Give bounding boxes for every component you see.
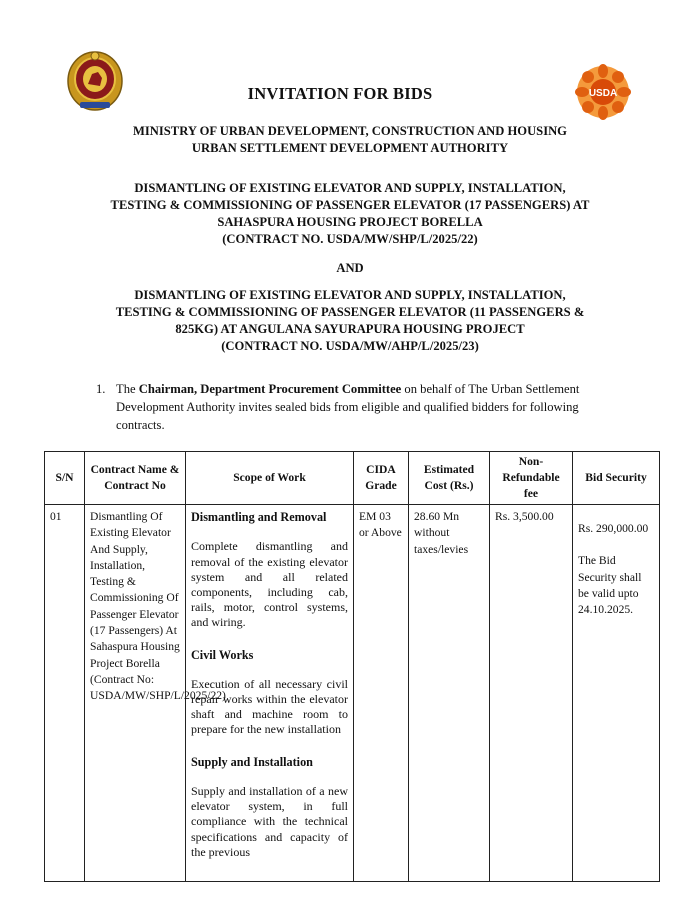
ministry-name: MINISTRY OF URBAN DEVELOPMENT, CONSTRUCTION AND HOUSING bbox=[133, 124, 567, 138]
cell-scope bbox=[186, 505, 354, 882]
cell-cost: 28.60 Mn without taxes/levies bbox=[409, 505, 490, 882]
header-contract: Contract Name & Contract No bbox=[85, 452, 186, 505]
security-amount: Rs. 290,000.00 bbox=[578, 522, 649, 535]
cell-contract: Dismantling Of Existing Elevator And Supply, Installation, Testing & Commissioning Of Passenger Elevator (17 Passengers) At Sahaspura Housing Project Borella (Contract No: USDA/MW/SHP/L/2025/22) bbox=[85, 505, 186, 882]
contract-2-number: (CONTRACT NO. USDA/MW/AHP/L/2025/23) bbox=[221, 339, 479, 353]
and-separator: AND bbox=[336, 261, 364, 275]
paragraph-number: 1. bbox=[96, 382, 106, 396]
scope-text: Supply and installation of a new elevator system, in full compliance with the technical specifications and capacity of the previous bbox=[191, 783, 348, 859]
contract-2-line: DISMANTLING OF EXISTING ELEVATOR AND SUPPLY, INSTALLATION, bbox=[134, 288, 566, 302]
authority-name: URBAN SETTLEMENT DEVELOPMENT AUTHORITY bbox=[191, 141, 509, 155]
cell-cida: EM 03 or Above bbox=[354, 505, 409, 882]
scope-heading: Supply and Installation bbox=[191, 754, 313, 769]
procurement-committee: Chairman, Department Procurement Committee bbox=[138, 382, 402, 396]
table-header-row bbox=[45, 452, 660, 505]
ministry-heading bbox=[80, 123, 620, 157]
scope-heading: Civil Works bbox=[191, 647, 254, 662]
header-fee: Non-Refundable fee bbox=[490, 452, 573, 505]
contract-1-line: DISMANTLING OF EXISTING ELEVATOR AND SUPPLY, INSTALLATION, bbox=[134, 181, 566, 195]
usda-logo-text: USDA bbox=[588, 88, 618, 99]
contract-2-line: 825KG) AT ANGULANA SAYURAPURA HOUSING PROJECT bbox=[175, 322, 525, 336]
contract-1-heading bbox=[80, 180, 620, 248]
header-cost: Estimated Cost (Rs.) bbox=[409, 452, 490, 505]
paragraph-text: The Chairman, Department Procurement Committee on behalf of The Urban Settlement Development Authority invites sealed bids from eligible and qualified bidders for following contracts. bbox=[116, 382, 580, 432]
header-cida: CIDA Grade bbox=[354, 452, 409, 505]
table-row bbox=[45, 505, 660, 882]
contract-1-number: (CONTRACT NO. USDA/MW/SHP/L/2025/22) bbox=[222, 232, 478, 246]
cell-fee: Rs. 3,500.00 bbox=[490, 505, 573, 882]
page-title: INVITATION FOR BIDS bbox=[247, 84, 433, 103]
header-scope: Scope of Work bbox=[186, 452, 354, 505]
scope-text: Execution of all necessary civil repair works within the elevator shaft and machine room to prepare for the new installation bbox=[191, 676, 348, 737]
contract-1-line: TESTING & COMMISSIONING OF PASSENGER ELEVATOR (17 PASSENGERS) AT bbox=[110, 198, 590, 212]
contract-2-line: TESTING & COMMISSIONING OF PASSENGER ELEVATOR (11 PASSENGERS & bbox=[115, 305, 585, 319]
security-note: The Bid Security shall be valid upto 24.10.2025. bbox=[578, 554, 642, 617]
scope-text: Complete dismantling and removal of the existing elevator system and all related components, including cab, rails, motor, control systems, and wiring. bbox=[191, 539, 348, 630]
contract-1-line: SAHASPURA HOUSING PROJECT BORELLA bbox=[217, 215, 483, 229]
header-security: Bid Security bbox=[573, 452, 660, 505]
header-sn: S/N bbox=[45, 452, 85, 505]
cell-sn: 01 bbox=[45, 505, 85, 882]
bids-table bbox=[44, 451, 660, 882]
contract-2-heading bbox=[80, 287, 620, 355]
scope-heading: Dismantling and Removal bbox=[191, 510, 327, 524]
cell-security bbox=[573, 505, 660, 882]
